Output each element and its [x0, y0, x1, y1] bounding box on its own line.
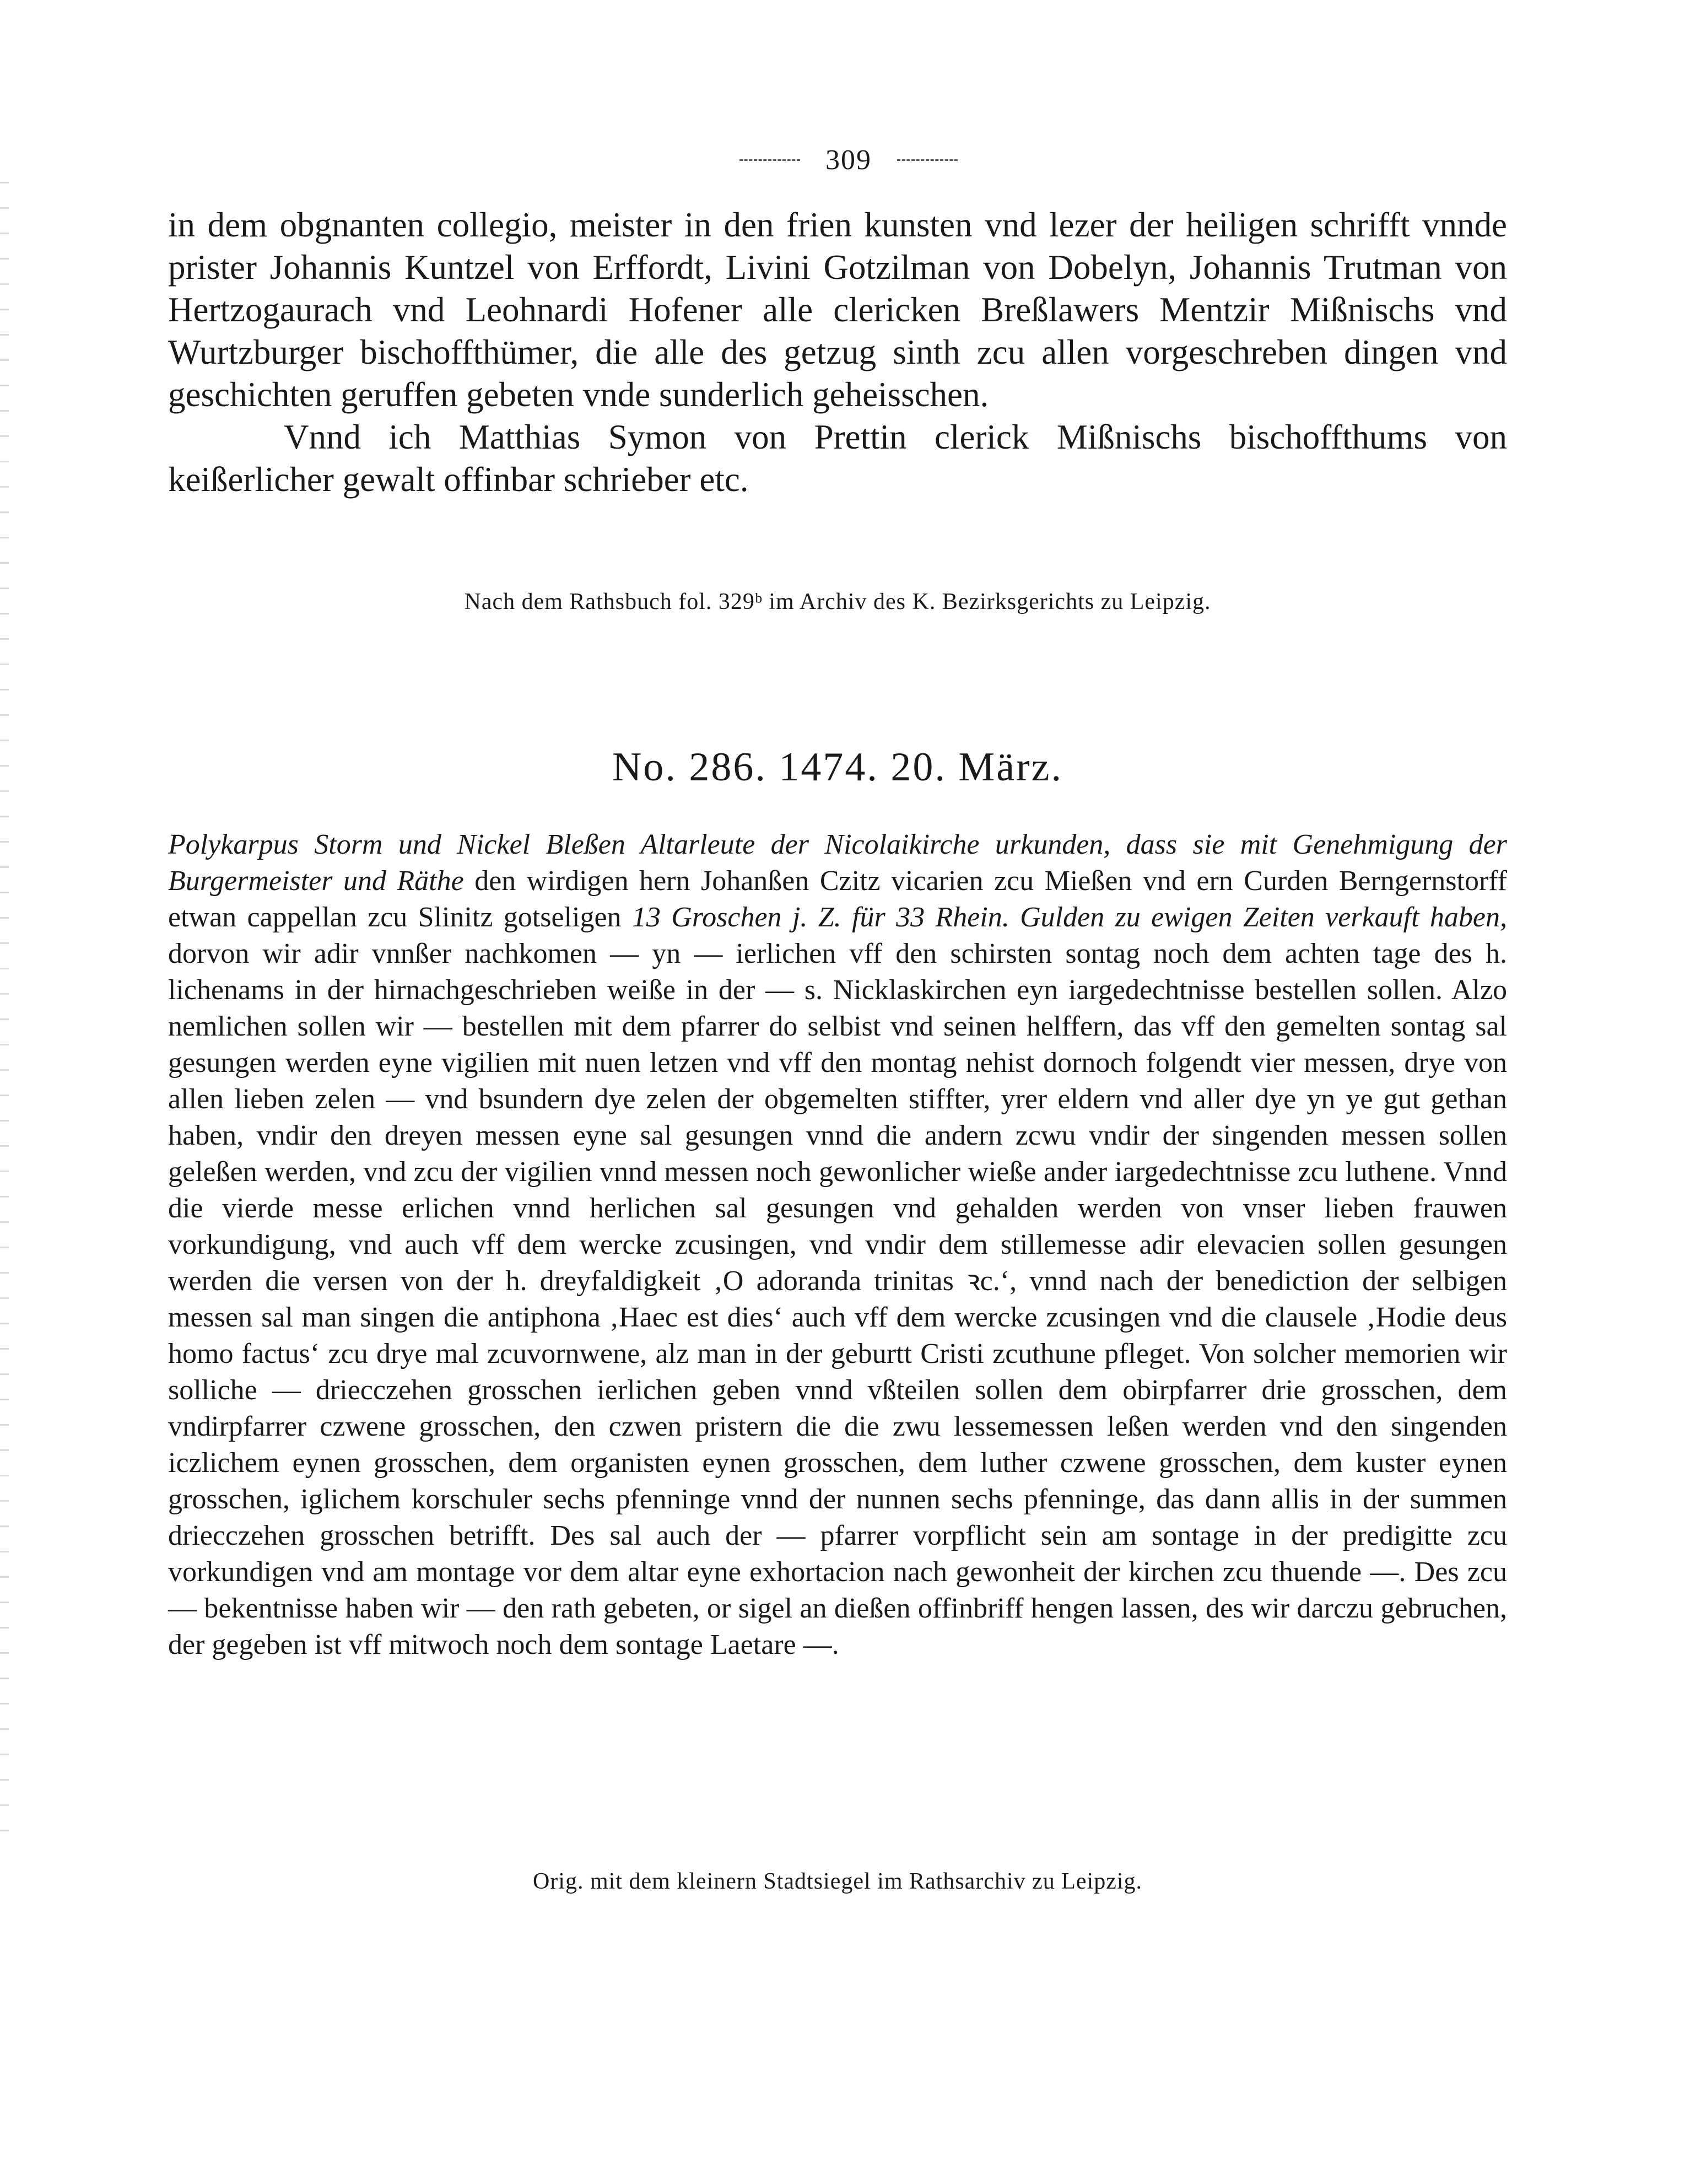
document-paragraph [168, 827, 1507, 1663]
document-summary-italic: Polykarpus Storm und Nickel Bleßen Altarleute der Nicolaikirche urkunden, dass sie mit Genehmigung der Burgermeister und Räthe [168, 829, 1507, 897]
left-dash-ornament [739, 159, 800, 161]
document-amount-italic: 13 Groschen j. Z. für 33 Rhein. Gulden zu ewigen Zeiten verkauft haben, [631, 902, 1507, 933]
document-heading: No. 286. 1474. 20. März. [612, 745, 1063, 790]
document-body [168, 827, 1507, 1663]
document-text-part-2: dorvon wir adir vnnßer nachkomen — yn — ierlichen vff den schirsten sontag noch dem achten tage des h. lichenams in der hirnachgeschrieben weiße in der — s. Nicklaskirchen eyn iargedechtnisse bestellen sollen. Alzo nemlichen sollen wir — bestellen mit dem pfarrer do selbist vnd seinen helffern, das vff den gemelten sontag sal gesungen werden eyne vigilien mit nuen letzen vnd vff den montag nehist dornoch folgendt vier messen, drye von allen lieben zelen — vnd bsundern dye zelen der obgemelten stiffter, yrer eldern vnd aller dye yn ye gut gethan haben, vndir den dreyen messen eyne sal gesungen vnnd die andern zcwu vndir der singenden messen sollen geleßen werden, vnd zcu der vigilien vnnd messen noch gewonlicher wieße ander iargedechtnisse zcu luthene. Vnnd die vierde messe erlichen vnnd herlichen sal gesungen vnd gehalden werden von vnser lieben frauwen vorkundigung, vnd auch vff dem wercke zcusingen, vnd vndir dem stillemesse adir elevacien sollen gesungen werden die versen von der h. dreyfaldigkeit ‚O adoranda trinitas ꝛc.‘, vnnd nach der benediction der selbigen messen sal man singen die antiphona ‚Haec est dies‘ auch vff dem wercke zcusingen vnd die clausele ‚Hodie deus homo factus‘ zcu drye mal zcuvornwene, alz man in der geburtt Cristi zcuthune pfleget. Von solcher memorien wir solliche — driecczehen grosschen ierlichen geben vnnd vßteilen sollen dem obirpfarrer drie grosschen, dem vndirpfarrer czwene grosschen, den czwen pristern die die zwu lessemessen leßen werden vnd den singenden iczlichem eynen grosschen, dem organisten eynen grosschen, dem luther czwene grosschen, dem kuster eynen grosschen, iglichem korschuler sechs pfenninge vnnd der nunnen sechs pfenninge, das dann allis in der summen driecczehen grosschen betrifft. Des sal auch der — pfarrer vorpflicht sein am sontage in der predigitte zcu vorkundigen vnd am montage vor dem altar eyne exhortacion nach gewonheit der kirchen zcu thuende —. Des zcu — bekentnisse haben wir — den rath gebeten, or sigel an dießen offinbriff hengen lassen, des wir darczu gebruchen, der gegeben ist vff mitwoch noch dem sontage Laetare —. [168, 938, 1507, 1660]
right-dash-ornament [897, 159, 958, 161]
document-text-part-1: den wirdigen hern Johanßen Czitz vicarien zcu Mießen vnd ern Curden Berngernstorff etwan cappellan zcu Slinitz gotseligen [168, 865, 1508, 933]
continuation-paragraph-2: Vnnd ich Matthias Symon von Prettin clerick Mißnischs bischoffthums von keißerlicher gewalt offinbar schrieber etc. [168, 418, 1507, 499]
page-number: 309 [825, 144, 872, 176]
scan-edge-marks [0, 182, 9, 1835]
source-note-original: Orig. mit dem kleinern Stadtsiegel im Rathsarchiv zu Leipzig. [532, 1869, 1143, 1894]
continuation-paragraph-1: in dem obgnanten collegio, meister in den frien kunsten vnd lezer der heiligen schrifft vnnde prister Johannis Kuntzel von Erffordt, Livini Gotzilman von Dobelyn, Johannis Trutman von Hertzogaurach vnd Leohnardi Hofener alle clericken Breßlawers Mentzir Mißnischs vnd Wurtzburger bischoffthümer, die alle des getzug sinth zcu allen vorgeschreben dingen vnd geschichten geruffen gebeten vnde sunderlich geheisschen. [168, 206, 1507, 414]
continuation-text [168, 204, 1507, 501]
page-header [683, 138, 1014, 182]
source-note-rathsbuch: Nach dem Rathsbuch fol. 329ᵇ im Archiv des K. Bezirksgerichts zu Leipzig. [464, 589, 1211, 614]
